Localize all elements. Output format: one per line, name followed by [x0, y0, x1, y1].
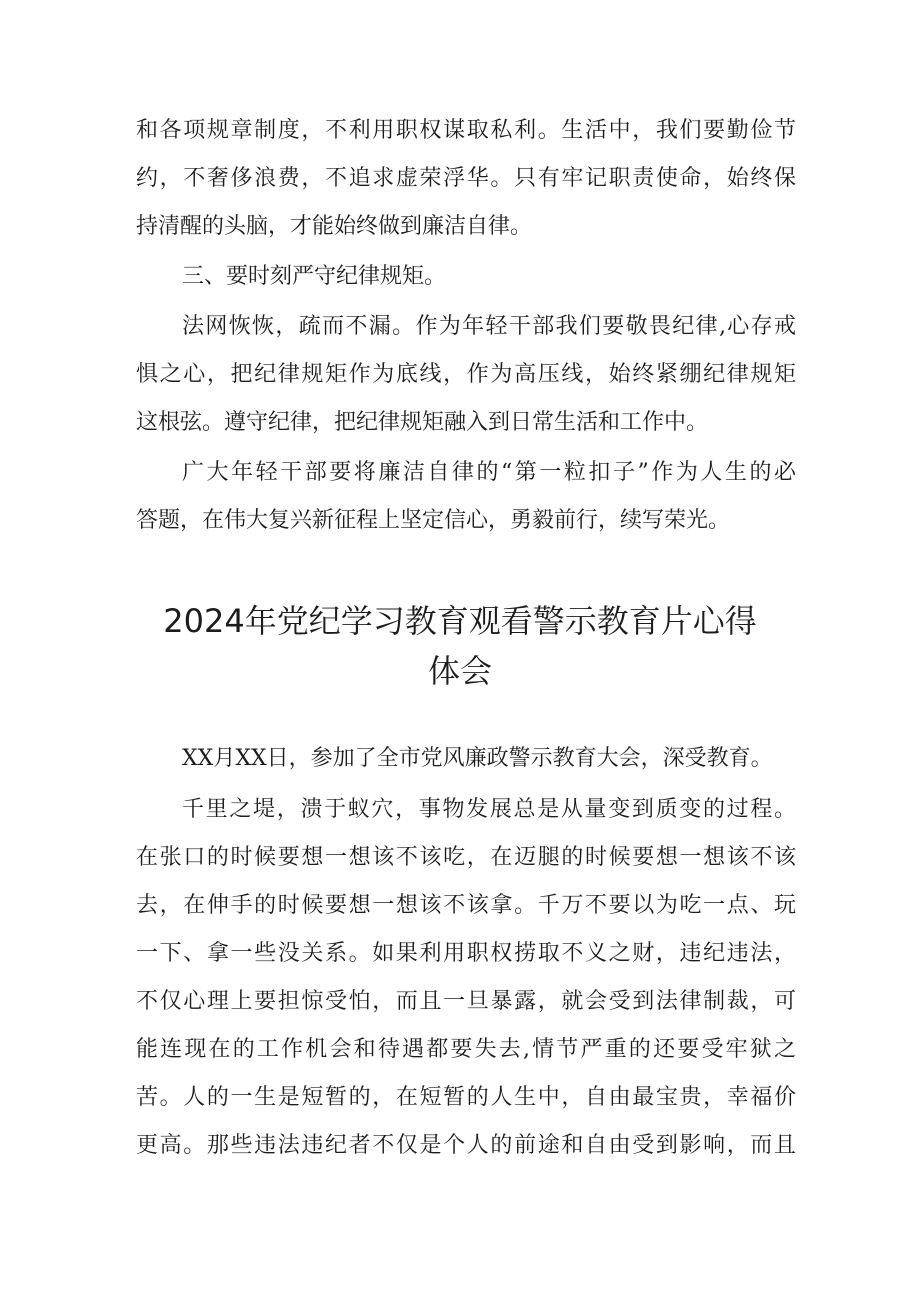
body-text-line: 能连现在的工作机会和待遇都要失去,情节严重的还要受牢狱之	[136, 1037, 796, 1062]
body-text-line: 不仅心理上要担惊受怕，而且一旦暴露，就会受到法律制裁，可	[136, 989, 796, 1014]
body-text-line: 和各项规章制度，不利用职权谋取私利。生活中，我们要勤俭节	[136, 118, 796, 143]
article-title-continued: 体会	[427, 652, 492, 690]
body-text-line: 法网恢恢，疏而不漏。作为年轻干部我们要敬畏纪律,心存戒	[182, 314, 796, 339]
body-text-line: 更高。那些违法违纪者不仅是个人的前途和自由受到影响，而且	[136, 1133, 796, 1158]
body-text-line: 去，在伸手的时候要想一想该不该拿。千万不要以为吃一点、玩	[136, 893, 796, 918]
body-text-line: 在张口的时候要想一想该不该吃，在迈腿的时候要想一想该不该	[136, 845, 796, 870]
body-text-line: 惧之心，把纪律规矩作为底线，作为高压线，始终紧绷纪律规矩	[136, 362, 796, 387]
body-text-line: 这根弦。遵守纪律，把纪律规矩融入到日常生活和工作中。	[136, 410, 709, 435]
section-heading: 三、要时刻严守纪律规矩。	[182, 264, 447, 289]
body-text-line: 答题，在伟大复兴新征程上坚定信心，勇毅前行，续写荣光。	[136, 508, 731, 533]
body-text-line: 苦。人的一生是短暂的，在短暂的人生中，自由最宝贵，幸福价	[136, 1085, 796, 1110]
body-text-line: 广大年轻干部要将廉洁自律的“第一粒扣子”作为人生的必	[182, 460, 796, 485]
article-title: 2024年党纪学习教育观看警示教育片心得	[163, 602, 757, 640]
body-text-line: 一下、拿一些没关系。如果利用职权捞取不义之财，违纪违法，	[136, 941, 796, 966]
body-text-line: 持清醒的头脑，才能始终做到廉洁自律。	[136, 214, 533, 239]
body-text-line: 千里之堤，溃于蚁穴，事物发展总是从量变到质变的过程。	[182, 797, 796, 822]
intro-paragraph: XX月XX日，参加了全市党风廉政警示教育大会，深受教育。	[182, 746, 773, 771]
body-text-line: 约，不奢侈浪费，不追求虚荣浮华。只有牢记职责使命，始终保	[136, 166, 796, 191]
